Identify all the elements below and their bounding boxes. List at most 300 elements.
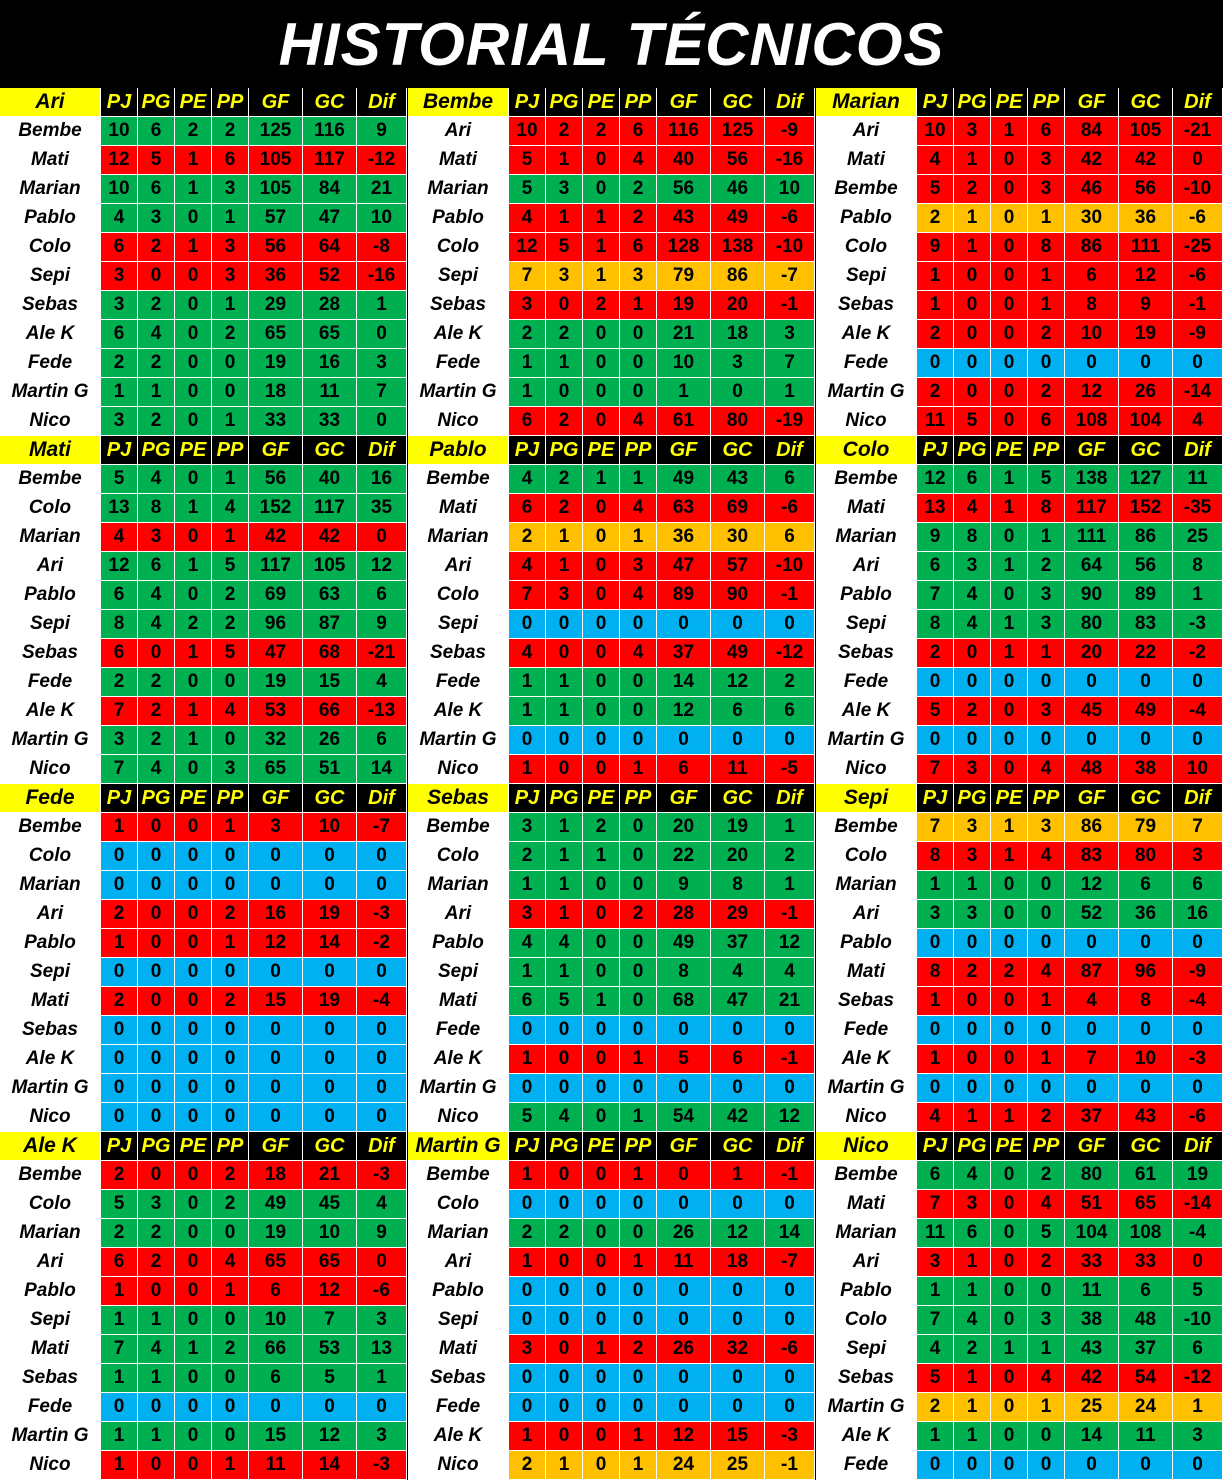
opponent-name: Mati [0,1335,101,1364]
stat-cell-gf: 19 [657,291,711,320]
stat-cell-pj: 2 [101,668,138,697]
stat-cell-dif: 1 [357,1364,407,1393]
column-header-pg: PG [546,784,583,813]
stat-cell-pg: 0 [546,726,583,755]
table-row [408,320,815,349]
stat-cell-pp: 6 [620,117,657,146]
table-row [816,262,1223,291]
stat-cell-gc: 53 [303,1335,357,1364]
stat-cell-pj: 3 [509,900,546,929]
stat-cell-gc: 33 [303,407,357,436]
stat-cell-gf: 12 [657,1422,711,1451]
stat-cell-dif: -9 [1173,958,1223,987]
table-row [0,958,407,987]
stat-cell-pg: 4 [954,494,991,523]
stat-cell-dif: 0 [357,1393,407,1422]
stat-cell-gc: 14 [303,929,357,958]
stat-cell-pp: 0 [212,1074,249,1103]
opponent-name: Pablo [816,1277,917,1306]
stat-cell-pe: 0 [583,1364,620,1393]
stat-cell-pg: 0 [954,378,991,407]
table-row [0,291,407,320]
stat-cell-pe: 1 [583,262,620,291]
stat-cell-dif: -19 [765,407,815,436]
stat-cell-pe: 0 [175,291,212,320]
stat-cell-pp: 4 [1028,1190,1065,1219]
column-header-pe: PE [583,784,620,813]
stat-cell-pe: 0 [991,697,1028,726]
stat-cell-pj: 3 [917,900,954,929]
stat-cell-pp: 2 [212,610,249,639]
stat-cell-pp: 1 [620,1161,657,1190]
stat-cell-pg: 4 [138,755,175,784]
stat-cell-pp: 4 [620,494,657,523]
stat-cell-pj: 10 [509,117,546,146]
column-header-pg: PG [546,88,583,117]
stat-cell-pp: 4 [620,407,657,436]
stat-cell-pg: 4 [954,1306,991,1335]
stat-cell-pg: 0 [546,1190,583,1219]
stat-cell-pj: 3 [101,262,138,291]
opponent-name: Ari [408,117,509,146]
stat-cell-gf: 63 [657,494,711,523]
stat-cell-pj: 8 [101,610,138,639]
stat-cell-dif: 0 [765,1016,815,1045]
stat-cell-pp: 4 [620,639,657,668]
column-header-pj: PJ [509,436,546,465]
table-row [0,726,407,755]
stat-cell-pe: 0 [991,1045,1028,1074]
stat-cell-pp: 1 [620,755,657,784]
stat-cell-pp: 0 [620,1277,657,1306]
stat-cell-pe: 0 [991,1074,1028,1103]
stat-cell-gc: 0 [711,1190,765,1219]
stat-cell-pe: 1 [991,610,1028,639]
stat-cell-pg: 8 [138,494,175,523]
stat-cell-gc: 6 [1119,1277,1173,1306]
opponent-name: Sebas [0,1016,101,1045]
stat-cell-pe: 0 [991,233,1028,262]
stat-cell-pj: 1 [509,697,546,726]
stat-cell-gc: 11 [1119,1422,1173,1451]
stat-cell-pj: 6 [101,581,138,610]
stat-cell-gc: 19 [711,813,765,842]
stat-cell-gf: 0 [1065,929,1119,958]
stat-cell-gc: 5 [303,1364,357,1393]
stat-cell-pg: 0 [546,1364,583,1393]
stat-cell-pe: 0 [175,262,212,291]
stat-cell-gc: 0 [711,1277,765,1306]
table-row [0,1248,407,1277]
stat-cell-gf: 45 [1065,697,1119,726]
stat-cell-pg: 2 [138,1248,175,1277]
column-header-gc: GC [711,784,765,813]
stat-cell-pe: 1 [991,117,1028,146]
opponent-name: Colo [0,842,101,871]
stat-cell-pg: 1 [546,552,583,581]
stat-cell-dif: 13 [357,1335,407,1364]
stat-cell-dif: -35 [1173,494,1223,523]
stat-cell-gf: 0 [1065,349,1119,378]
stat-cell-gf: 80 [1065,1161,1119,1190]
table-row [0,1161,407,1190]
column-header-pg: PG [546,1132,583,1161]
stat-cell-gf: 52 [1065,900,1119,929]
opponent-name: Ari [408,1248,509,1277]
stat-cell-dif: -3 [1173,610,1223,639]
stat-cell-pp: 0 [620,1190,657,1219]
stat-cell-gf: 87 [1065,958,1119,987]
stat-cell-pe: 0 [583,1451,620,1480]
stat-cell-dif: 16 [1173,900,1223,929]
column-header-gf: GF [1065,1132,1119,1161]
stat-cell-gc: 66 [303,697,357,726]
table-row [408,1016,815,1045]
stat-cell-pg: 0 [546,755,583,784]
stat-cell-pj: 1 [509,1045,546,1074]
table-row [816,755,1223,784]
stat-cell-pp: 0 [1028,349,1065,378]
stat-cell-pe: 0 [991,146,1028,175]
stat-cell-pe: 0 [583,726,620,755]
stat-cell-pp: 4 [1028,755,1065,784]
stat-cell-gc: 42 [1119,146,1173,175]
stat-cell-pp: 4 [620,146,657,175]
stat-cell-pj: 5 [101,465,138,494]
stat-cell-pg: 3 [546,262,583,291]
stat-cell-pj: 11 [917,1219,954,1248]
stat-cell-dif: 0 [1173,726,1223,755]
table-header [0,436,407,465]
stat-cell-gf: 0 [657,610,711,639]
stat-cell-pe: 0 [583,1045,620,1074]
stat-cell-pe: 0 [991,987,1028,1016]
opponent-name: Pablo [0,204,101,233]
stat-cell-pg: 2 [138,726,175,755]
column-header-dif: Dif [357,1132,407,1161]
table-row [816,378,1223,407]
opponent-name: Bembe [408,1161,509,1190]
table-row [408,494,815,523]
table-row [0,668,407,697]
stat-cell-pj: 1 [101,1364,138,1393]
stat-cell-pp: 0 [620,726,657,755]
stat-cell-pe: 0 [583,494,620,523]
stat-cell-gf: 4 [1065,987,1119,1016]
stat-cell-pg: 0 [546,610,583,639]
stat-cell-pe: 0 [175,1393,212,1422]
stat-cell-pp: 4 [1028,842,1065,871]
stat-cell-gf: 42 [249,523,303,552]
column-header-pe: PE [175,88,212,117]
stat-cell-pp: 0 [620,1219,657,1248]
column-header-pj: PJ [101,88,138,117]
opponent-name: Martin G [408,1074,509,1103]
stat-cell-gc: 104 [1119,407,1173,436]
opponent-name: Sebas [816,1364,917,1393]
column-header-dif: Dif [357,88,407,117]
stat-cell-dif: 7 [1173,813,1223,842]
opponent-name: Sebas [408,1364,509,1393]
stat-cell-gf: 42 [1065,1364,1119,1393]
opponent-name: Bembe [0,1161,101,1190]
opponent-name: Fede [408,668,509,697]
opponent-name: Martin G [816,1074,917,1103]
stat-cell-gc: 36 [1119,204,1173,233]
stat-cell-gf: 61 [657,407,711,436]
table-row [408,1306,815,1335]
table-row [0,639,407,668]
stat-cell-pe: 0 [991,668,1028,697]
stat-cell-dif: 0 [765,1074,815,1103]
opponent-name: Ari [816,552,917,581]
stat-cell-gf: 6 [249,1277,303,1306]
stat-cell-pp: 0 [212,1045,249,1074]
stat-cell-pp: 3 [1028,1306,1065,1335]
column-header-pg: PG [546,436,583,465]
stat-cell-pe: 0 [583,1190,620,1219]
column-header-pp: PP [1028,88,1065,117]
stat-cell-gc: 65 [303,1248,357,1277]
table-ale-k [0,1132,407,1480]
stat-cell-pj: 2 [101,1219,138,1248]
stat-cell-pg: 5 [138,146,175,175]
stat-cell-pe: 1 [583,1335,620,1364]
stat-cell-gc: 18 [711,1248,765,1277]
column-header-pg: PG [954,1132,991,1161]
stat-cell-pg: 0 [138,842,175,871]
column-header-pp: PP [620,88,657,117]
stat-cell-pj: 4 [509,929,546,958]
coach-name: Ale K [0,1132,101,1161]
stat-cell-pp: 2 [212,900,249,929]
stat-cell-pe: 0 [991,1190,1028,1219]
stat-cell-dif: 0 [765,1190,815,1219]
stat-cell-pe: 0 [991,1451,1028,1480]
stat-cell-gf: 152 [249,494,303,523]
opponent-name: Fede [816,349,917,378]
stat-cell-gc: 127 [1119,465,1173,494]
stat-cell-pp: 1 [620,523,657,552]
stat-cell-gf: 40 [657,146,711,175]
table-row [408,378,815,407]
column-header-gc: GC [711,436,765,465]
table-row [408,1422,815,1451]
stat-cell-pe: 0 [175,1451,212,1480]
stat-cell-pg: 0 [138,871,175,900]
stat-cell-pj: 2 [917,639,954,668]
stat-cell-pj: 0 [101,842,138,871]
opponent-name: Sepi [408,610,509,639]
stat-cell-gc: 12 [711,668,765,697]
opponent-name: Colo [816,233,917,262]
stat-cell-pe: 1 [175,726,212,755]
stat-cell-pe: 0 [175,1306,212,1335]
stat-cell-pg: 0 [546,1422,583,1451]
stat-cell-pg: 2 [546,117,583,146]
stat-cell-pj: 10 [101,175,138,204]
stat-cell-pg: 4 [138,1335,175,1364]
stat-cell-pe: 0 [175,1422,212,1451]
stat-cell-pp: 5 [212,639,249,668]
opponent-name: Ale K [408,1045,509,1074]
column-header-pe: PE [991,88,1028,117]
stat-cell-gc: 64 [303,233,357,262]
stat-cell-pe: 1 [175,552,212,581]
stat-cell-pg: 3 [954,117,991,146]
stat-cell-pj: 6 [917,552,954,581]
stat-cell-pj: 5 [509,175,546,204]
stat-cell-pg: 4 [954,610,991,639]
stat-cell-pp: 1 [212,204,249,233]
stat-cell-dif: 0 [765,1306,815,1335]
stat-cell-gc: 42 [303,523,357,552]
stat-cell-pp: 1 [620,1451,657,1480]
stat-cell-dif: 0 [357,523,407,552]
stat-cell-pp: 2 [212,117,249,146]
stat-cell-gc: 0 [711,726,765,755]
stat-cell-pe: 0 [583,175,620,204]
stat-cell-gf: 14 [1065,1422,1119,1451]
stat-cell-gf: 56 [249,465,303,494]
column-header-dif: Dif [357,436,407,465]
table-row [816,523,1223,552]
stat-cell-pg: 2 [954,697,991,726]
stat-cell-pp: 0 [620,929,657,958]
stat-cell-pg: 0 [546,1045,583,1074]
table-header [816,1132,1223,1161]
stat-cell-pp: 1 [212,523,249,552]
stat-cell-pe: 0 [175,958,212,987]
stat-cell-pg: 0 [546,1393,583,1422]
stat-cell-dif: 0 [1173,146,1223,175]
stat-cell-gc: 63 [303,581,357,610]
stat-cell-pe: 0 [175,1016,212,1045]
stat-cell-dif: 1 [1173,581,1223,610]
stat-cell-gc: 0 [711,1364,765,1393]
stat-cell-pg: 0 [138,1451,175,1480]
column-header-pp: PP [212,436,249,465]
stat-cell-pp: 2 [620,175,657,204]
stat-cell-dif: -9 [1173,320,1223,349]
stat-cell-pp: 0 [212,378,249,407]
stat-cell-pj: 6 [101,233,138,262]
opponent-name: Mati [0,987,101,1016]
table-row [816,407,1223,436]
coach-name: Colo [816,436,917,465]
stat-cell-gf: 83 [1065,842,1119,871]
column-header-pj: PJ [917,1132,954,1161]
stat-cell-pp: 0 [620,958,657,987]
column-header-gc: GC [303,436,357,465]
stat-cell-pe: 0 [175,1161,212,1190]
stat-cell-pg: 3 [954,755,991,784]
stat-cell-pj: 4 [917,1103,954,1132]
stat-cell-gc: 30 [711,523,765,552]
stat-cell-pe: 0 [175,900,212,929]
stat-cell-pg: 2 [546,407,583,436]
opponent-name: Ari [0,1248,101,1277]
opponent-name: Ari [0,552,101,581]
opponent-name: Sepi [408,262,509,291]
table-row [408,1277,815,1306]
stat-cell-dif: 9 [357,117,407,146]
stat-cell-pj: 2 [509,842,546,871]
opponent-name: Ari [0,900,101,929]
stat-cell-pj: 1 [101,1277,138,1306]
table-row [0,204,407,233]
stat-cell-pp: 4 [1028,958,1065,987]
stat-cell-gf: 20 [657,813,711,842]
stat-cell-pe: 0 [583,1074,620,1103]
table-row [816,900,1223,929]
opponent-name: Marian [0,871,101,900]
column-header-pp: PP [1028,784,1065,813]
table-row [0,1045,407,1074]
opponent-name: Sepi [408,958,509,987]
stat-cell-pp: 0 [620,378,657,407]
stat-cell-pj: 0 [101,1103,138,1132]
table-row [0,465,407,494]
stat-cell-pg: 1 [954,1248,991,1277]
opponent-name: Mati [816,146,917,175]
stat-cell-dif: 1 [1173,1393,1223,1422]
stat-cell-pe: 1 [991,1103,1028,1132]
stat-cell-gc: 40 [303,465,357,494]
stat-cell-pj: 4 [509,465,546,494]
table-row [816,494,1223,523]
opponent-name: Martin G [816,378,917,407]
stat-cell-pg: 1 [954,871,991,900]
stat-cell-gf: 10 [249,1306,303,1335]
stat-cell-pe: 1 [175,233,212,262]
stat-cell-pe: 0 [583,1016,620,1045]
stat-cell-dif: 10 [1173,755,1223,784]
stat-cell-pj: 0 [509,1364,546,1393]
stat-cell-pp: 1 [1028,523,1065,552]
stat-cell-pj: 6 [509,494,546,523]
stat-cell-pj: 1 [917,291,954,320]
stat-cell-gc: 117 [303,494,357,523]
stat-cell-gf: 5 [657,1045,711,1074]
stat-cell-gf: 79 [657,262,711,291]
column-header-pj: PJ [509,784,546,813]
table-row [816,146,1223,175]
stat-cell-pg: 0 [954,668,991,697]
stat-cell-gc: 24 [1119,1393,1173,1422]
stat-cell-pe: 0 [583,1306,620,1335]
stat-cell-pg: 0 [546,378,583,407]
stat-cell-pj: 0 [509,1277,546,1306]
stat-cell-pe: 1 [175,697,212,726]
column-header-gf: GF [1065,436,1119,465]
table-row [408,581,815,610]
stat-cell-gc: 0 [711,378,765,407]
stat-cell-pj: 0 [917,726,954,755]
column-header-gc: GC [303,784,357,813]
stat-cell-gf: 105 [249,146,303,175]
stat-cell-pg: 1 [546,958,583,987]
stat-cell-pp: 0 [1028,1277,1065,1306]
table-row [0,320,407,349]
stat-cell-pg: 1 [546,697,583,726]
stat-cell-pj: 5 [509,146,546,175]
stat-cell-pp: 0 [1028,1074,1065,1103]
table-row [0,1103,407,1132]
stat-cell-dif: -3 [357,1451,407,1480]
table-row [816,320,1223,349]
table-row [0,610,407,639]
